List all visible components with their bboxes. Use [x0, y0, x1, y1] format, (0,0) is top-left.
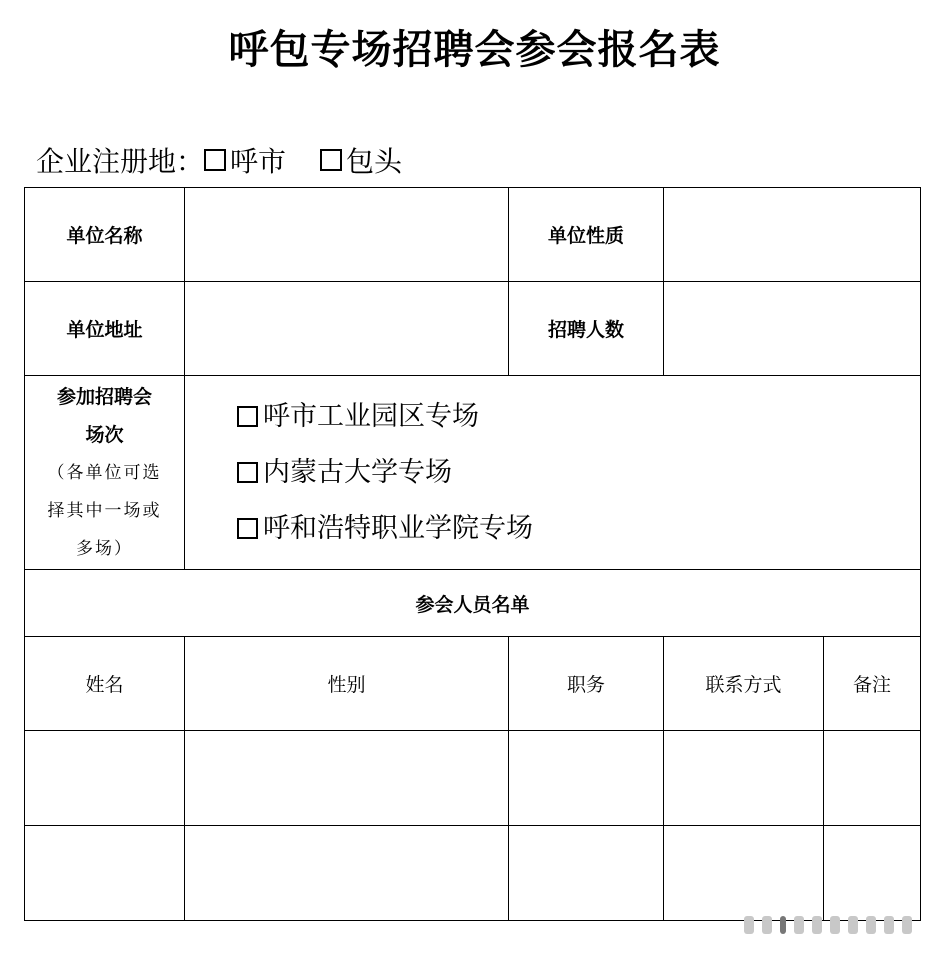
mark — [866, 916, 876, 934]
page-title: 呼包专场招聘会参会报名表 — [228, 26, 721, 73]
company-name-field[interactable] — [185, 188, 509, 282]
company-address-label: 单位地址 — [25, 282, 185, 376]
registration-line — [36, 140, 402, 180]
column-header-remarks: 备注 — [824, 637, 921, 731]
session-option-imu[interactable] — [237, 445, 920, 501]
registration-label: 企业注册地： — [36, 145, 205, 178]
column-header-contact: 联系方式 — [664, 637, 824, 731]
attendee-cell[interactable] — [25, 731, 185, 826]
column-header-gender: 性别 — [185, 637, 509, 731]
decorative-marks — [744, 912, 929, 938]
session-label-cell — [25, 376, 185, 570]
attendee-cell[interactable] — [509, 826, 664, 921]
registration-option-label: 包头 — [346, 145, 403, 178]
attendee-cell[interactable] — [824, 826, 921, 921]
registration-form-table — [24, 187, 921, 921]
company-nature-field[interactable] — [664, 188, 921, 282]
mark — [794, 916, 804, 934]
checkbox-icon[interactable] — [320, 149, 342, 171]
registration-option-hushi[interactable] — [204, 140, 286, 180]
session-hint-3: 多场） — [76, 538, 133, 559]
session-hint-1: （各单位可选 — [47, 462, 162, 483]
mark — [812, 916, 822, 934]
session-hint-2: 择其中一场或 — [47, 500, 162, 521]
registration-option-label: 呼市 — [230, 145, 287, 178]
session-label: 参加招聘会 — [56, 385, 152, 408]
checkbox-icon[interactable] — [237, 406, 258, 427]
column-header-position: 职务 — [509, 637, 664, 731]
session-options — [185, 376, 921, 570]
mark — [902, 916, 912, 934]
company-name-label: 单位名称 — [25, 188, 185, 282]
column-header-name: 姓名 — [25, 637, 185, 731]
headcount-label: 招聘人数 — [509, 282, 664, 376]
session-option-label: 呼和浩特职业学院专场 — [263, 512, 533, 544]
checkbox-icon[interactable] — [204, 149, 226, 171]
mark — [830, 916, 840, 934]
company-address-field[interactable] — [185, 282, 509, 376]
checkbox-icon[interactable] — [237, 462, 258, 483]
session-option-vocational-college[interactable] — [237, 501, 920, 557]
mark — [848, 916, 858, 934]
checkbox-icon[interactable] — [237, 518, 258, 539]
attendee-cell[interactable] — [25, 826, 185, 921]
attendee-cell[interactable] — [664, 731, 824, 826]
attendee-cell[interactable] — [824, 731, 921, 826]
attendee-cell[interactable] — [185, 731, 509, 826]
registration-option-baotou[interactable] — [320, 140, 402, 180]
mark — [762, 916, 772, 934]
headcount-field[interactable] — [664, 282, 921, 376]
session-option-label: 内蒙古大学专场 — [263, 456, 452, 488]
session-label-2: 场次 — [85, 423, 124, 446]
mark — [780, 916, 786, 934]
session-option-industrial-park[interactable] — [237, 389, 920, 445]
mark — [744, 916, 754, 934]
mark — [884, 916, 894, 934]
attendee-list-caption: 参会人员名单 — [25, 570, 921, 637]
attendee-cell[interactable] — [664, 826, 824, 921]
attendee-cell[interactable] — [185, 826, 509, 921]
session-option-label: 呼市工业园区专场 — [263, 400, 479, 432]
attendee-cell[interactable] — [509, 731, 664, 826]
company-nature-label: 单位性质 — [509, 188, 664, 282]
